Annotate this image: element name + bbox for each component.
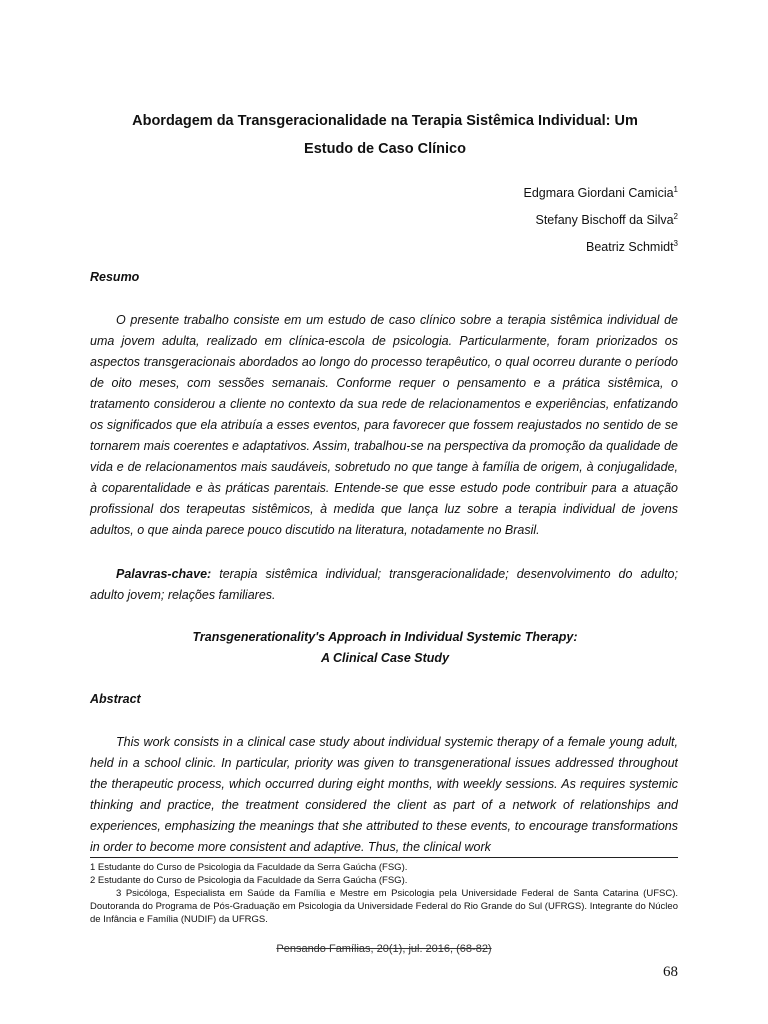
english-title-line1: Transgenerationality's Approach in Individual Systemic Therapy: <box>192 630 578 644</box>
page-number: 68 <box>663 964 678 980</box>
author-3: Beatriz Schmidt$^3$ <box>586 239 678 255</box>
keywords-paragraph <box>90 564 678 606</box>
author-list <box>523 178 678 259</box>
keywords-text: terapia sistêmica individual; transgeracionalidade; desenvolvimento do adulto; adulto jovem; relações familiares. <box>90 567 678 602</box>
abstract-body: This work consists in a clinical case study about individual systemic therapy of a female young adult, held in a school clinic. In particular, priority was given to transgenerational issues addressed throughout the therapeutic process, which occurred during eight months, with weekly sessions. As requires systemic thinking and practice, the treatment considered the client as part of a network of relationships and experiences, emphasizing the meanings that she attributed to these events, to encourage transformations in order to become more consistent and adaptive. Thus, the clinical work <box>90 735 678 854</box>
footnote-1: 1 Estudante do Curso de Psicologia da Faculdade da Serra Gaúcha (FSG). <box>90 862 408 873</box>
resumo-body: O presente trabalho consiste em um estudo de caso clínico sobre a terapia sistêmica individual de uma jovem adulta, realizado em clínica-escola de psicologia. Particularmente, foram priorizados os aspectos transgeracionais abordados ao longo do processo terapêutico, o qual ocorreu durante o período de oito meses, com sessões semanais. Conforme requer o pensamento e a prática sistêmica, o tratamento considerou a cliente no contexto da sua rede de relacionamentos e experiências, enfatizando os significados que ela atribuía a esses eventos, para favorecer que fossem reajustados no sentido de se tornarem mais coerentes e adaptativos. Assim, trabalhou-se na perspectiva da promoção da qualidade de vida e de relacionamentos mais saudáveis, sobretudo no que tange à família de origem, à conjugalidade, à coparentalidade e às práticas parentais. Entende-se que esse estudo pode contribuir para a atuação profissional dos terapeutas sistêmicos, à medida que lança luz sobre a terapia individual de jovens adultos, o que ainda parece pouco discutido na literatura, notadamente no Brasil. <box>90 313 678 537</box>
footnote-3: 3 Psicóloga, Especialista em Saúde da Família e Mestre em Psicologia pela Universidade Federal de Santa Catarina (UFSC). Doutoranda do Programa de Pós-Graduação em Psicologia da Universidade Federal do Rio Grande do Sul (UFRGS). Integrante do Núcleo de Infância e Família (NUDIF) da UFRGS. <box>90 888 678 925</box>
paper-title <box>90 107 680 163</box>
journal-citation-text: Pensando Famílias, 20(1), jul. 2016, (68-82) <box>276 943 492 955</box>
journal-citation <box>0 943 768 955</box>
footnotes <box>90 861 678 926</box>
abstract-heading: Abstract <box>90 692 141 706</box>
resumo-heading: Resumo <box>90 270 140 284</box>
english-title-line2: A Clinical Case Study <box>320 651 450 665</box>
footnote-2: 2 Estudante do Curso de Psicologia da Faculdade da Serra Gaúcha (FSG). <box>90 875 408 886</box>
author-3-footnote-mark: 3 <box>673 239 678 249</box>
english-title <box>90 627 680 669</box>
author-1-footnote-mark: 1 <box>673 185 678 194</box>
paper-title-line2: Estudo de Caso Clínico <box>304 141 466 157</box>
author-2-footnote-mark: 2 <box>673 212 678 222</box>
footnote-divider <box>90 857 678 858</box>
author-2: Stefany Bischoff da Silva$^2$ <box>535 212 678 228</box>
paper-title-line1: Abordagem da Transgeracionalidade na Terapia Sistêmica Individual: Um <box>132 113 638 129</box>
author-1: Edgmara Giordani Camicia$^1$ <box>523 185 678 201</box>
keywords-label: Palavras-chave: <box>116 567 212 581</box>
